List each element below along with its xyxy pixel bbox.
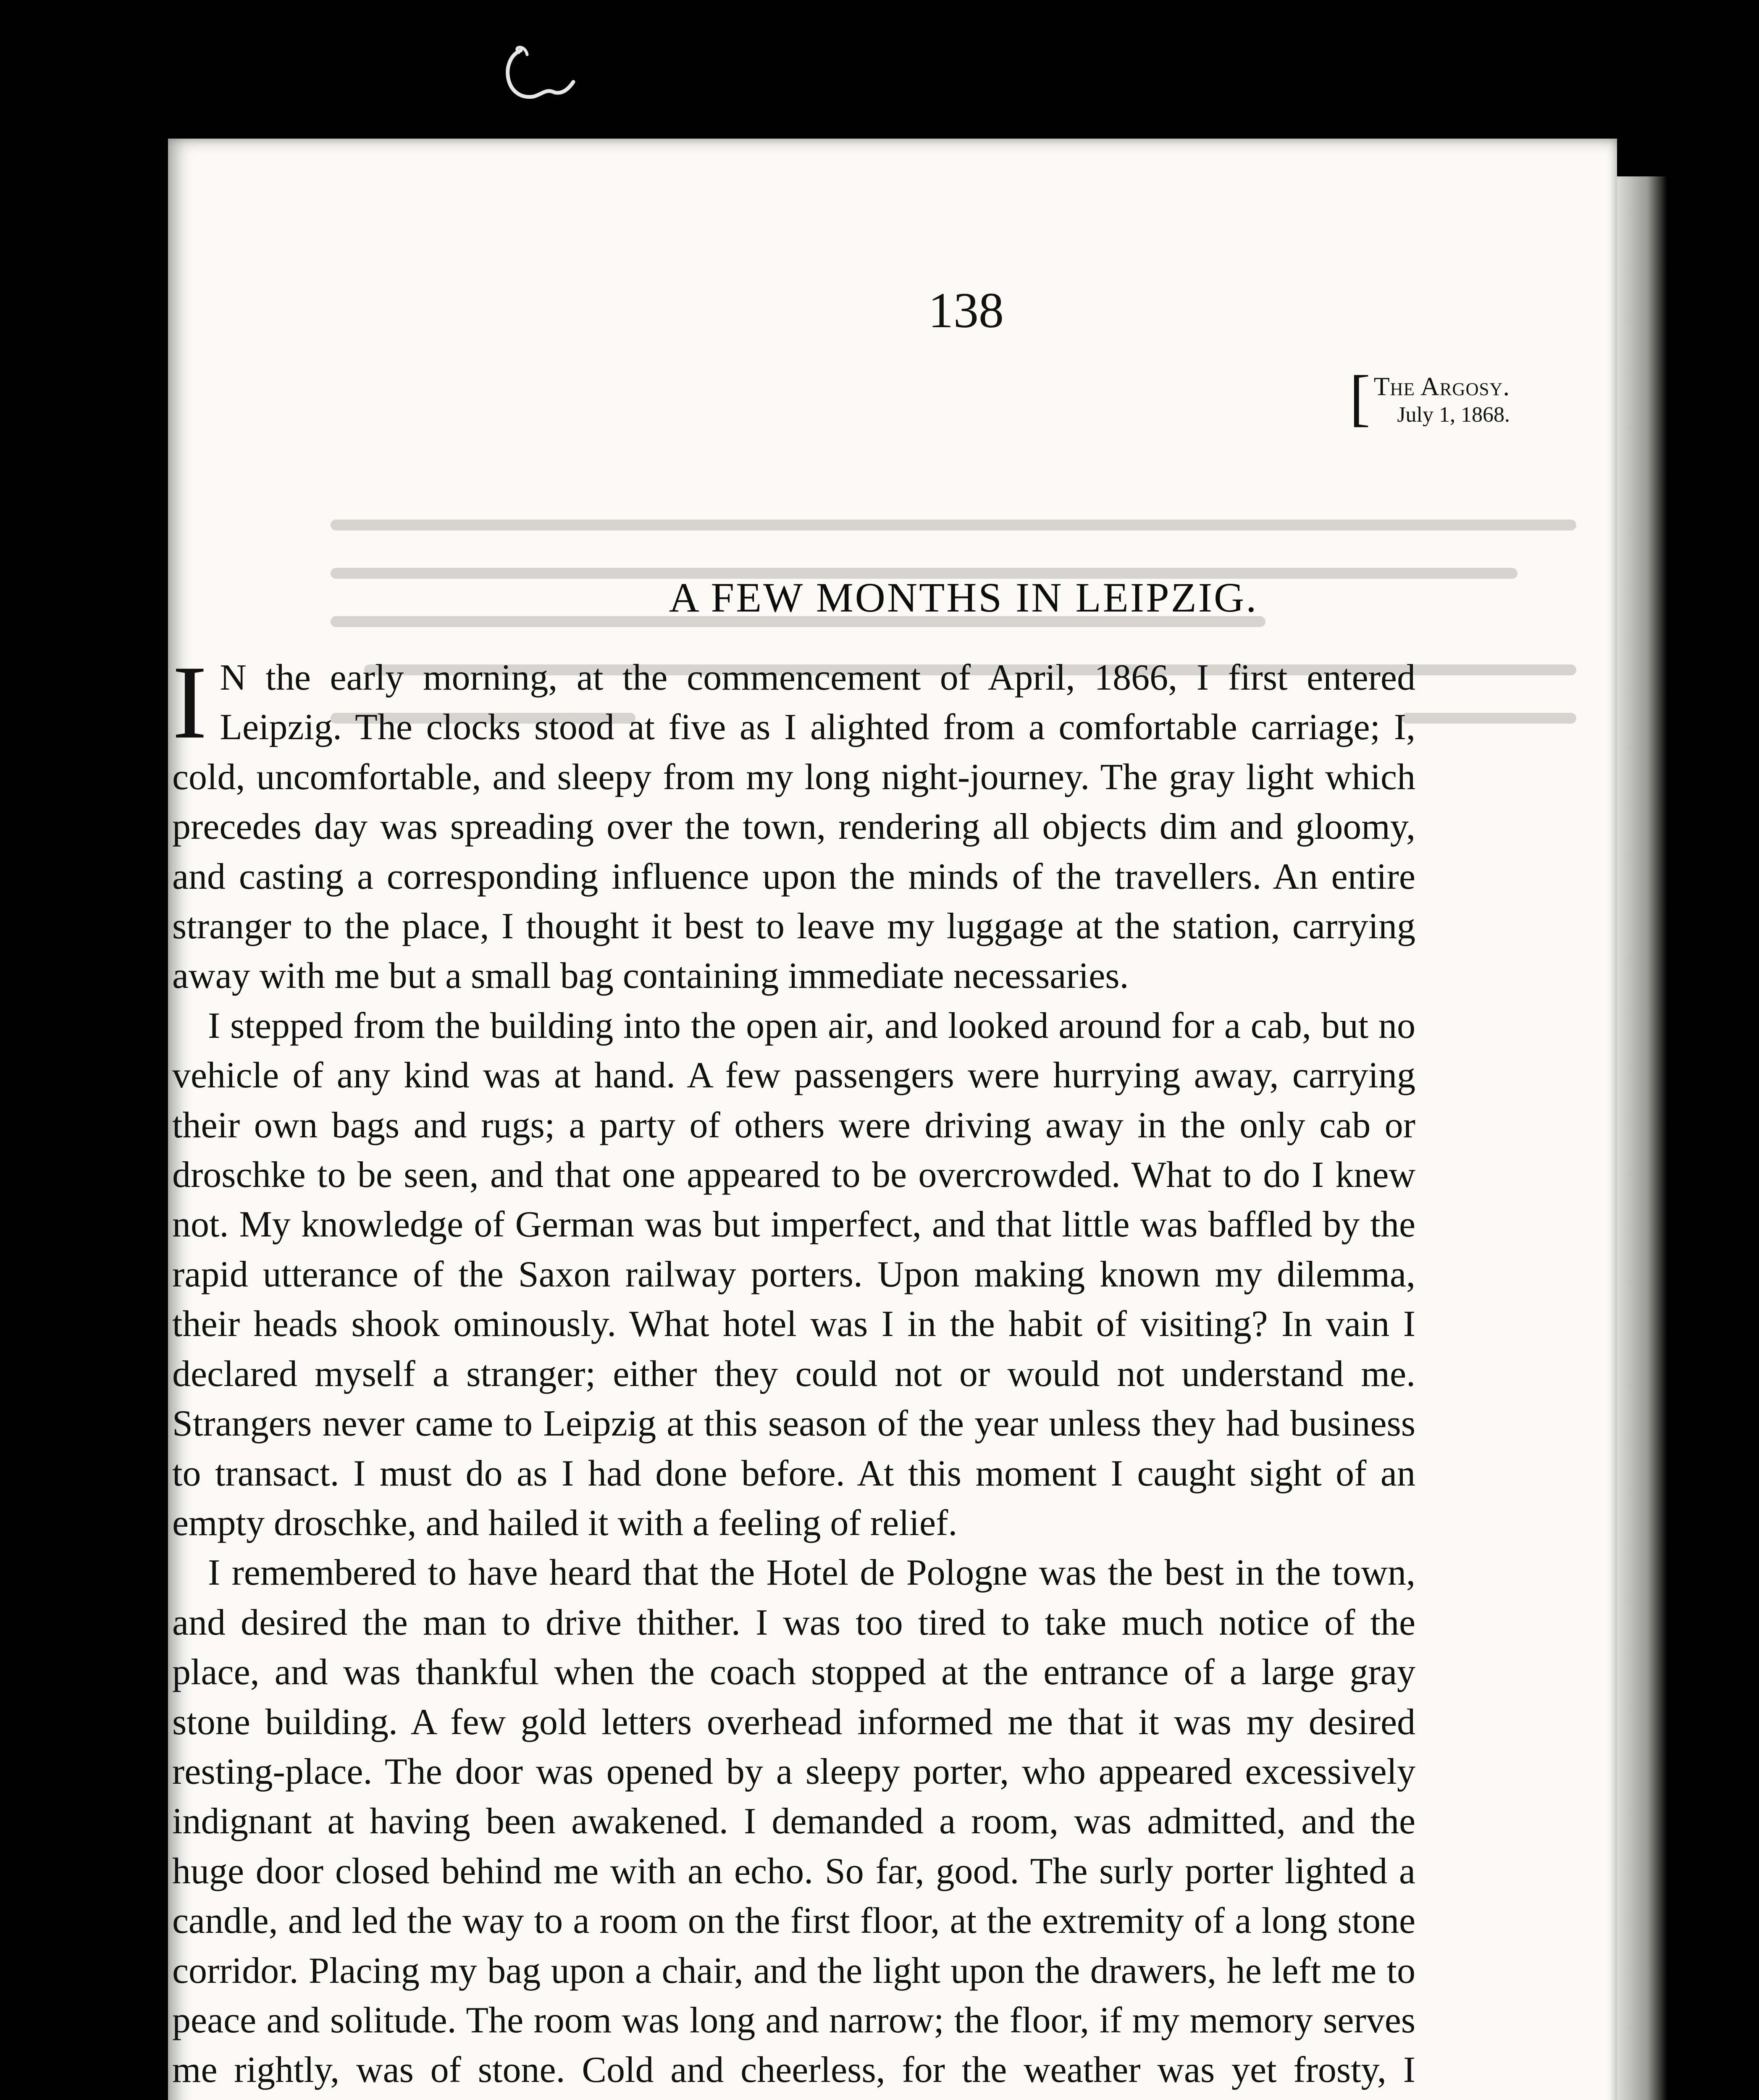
journal-reference: [1374, 374, 1510, 426]
bracket-glyph: [: [1349, 363, 1370, 433]
paragraph: I stepped from the building into the open air, and looked around for a cab, but no vehicle of any kind was at hand. A few passengers were hurrying away, carrying their own bags and rugs; a party of others were driving away in the only cab or droschke to be seen, and that one appeared to be overcrowded. What to do I knew not. My knowledge of German was but imperfect, and that little was baffled by the rapid utterance of the Saxon railway porters. Upon making known my dilemma, their heads shook ominously. What hotel was I in the habit of visiting? In vain I declared myself a stranger; either they could not or would not understand me. Strangers never came to Leipzig at this season of the year unless they had business to transact. I must do as I had done before. At this moment I caught sight of an empty droschke, and hailed it with a feeling of relief.: [172, 1005, 1415, 1544]
drop-cap: I: [172, 644, 207, 761]
page-number: 138: [928, 282, 1004, 338]
article-body: [172, 644, 1415, 2100]
paragraph: [172, 644, 1415, 1001]
paragraph-text: N the early morning, at the commencement of April, 1866, I first entered Leipzig. The clocks stood at five as I alighted from a comfortable carriage; I, cold, uncomfortable, and sleepy from my long night-journey. The gray light which precedes day was spreading over the town, rendering all objects dim and gloomy, and casting a corresponding influence upon the minds of the travellers. An entire stranger to the place, I thought it best to leave my luggage at the station, carrying away with me but a small bag containing immediate necessaries.: [172, 657, 1415, 997]
article-title: A FEW MONTHS IN LEIPZIG.: [669, 574, 1258, 621]
paragraph: I remembered to have heard that the Hotel de Pologne was the best in the town, and desired the man to drive thither. I was too tired to take much notice of the place, and was thankful when the coach stopped at the entrance of a large gray stone building. A few gold letters overhead informed me that it was my desired resting-place. The door was opened by a sleepy porter, who appeared excessively indignant at having been awakened. I demanded a room, was admitted, and the huge door closed behind me with an echo. So far, good. The surly porter lighted a candle, and led the way to a room on the first floor, at the extremity of a long stone corridor. Placing my bag upon a chair, and the light upon the drawers, he left me to peace and solitude. The room was long and narrow; the floor, if my memory serves me rightly, was of stone. Cold and cheerless, for the weather was yet frosty, I: [172, 1552, 1415, 2091]
journal-date: July 1, 1868.: [1397, 403, 1510, 427]
journal-name: The Argosy.: [1373, 373, 1510, 401]
running-header: [1349, 363, 1510, 433]
facing-page-edge: [1617, 176, 1667, 2100]
pencil-mark: [496, 42, 580, 113]
